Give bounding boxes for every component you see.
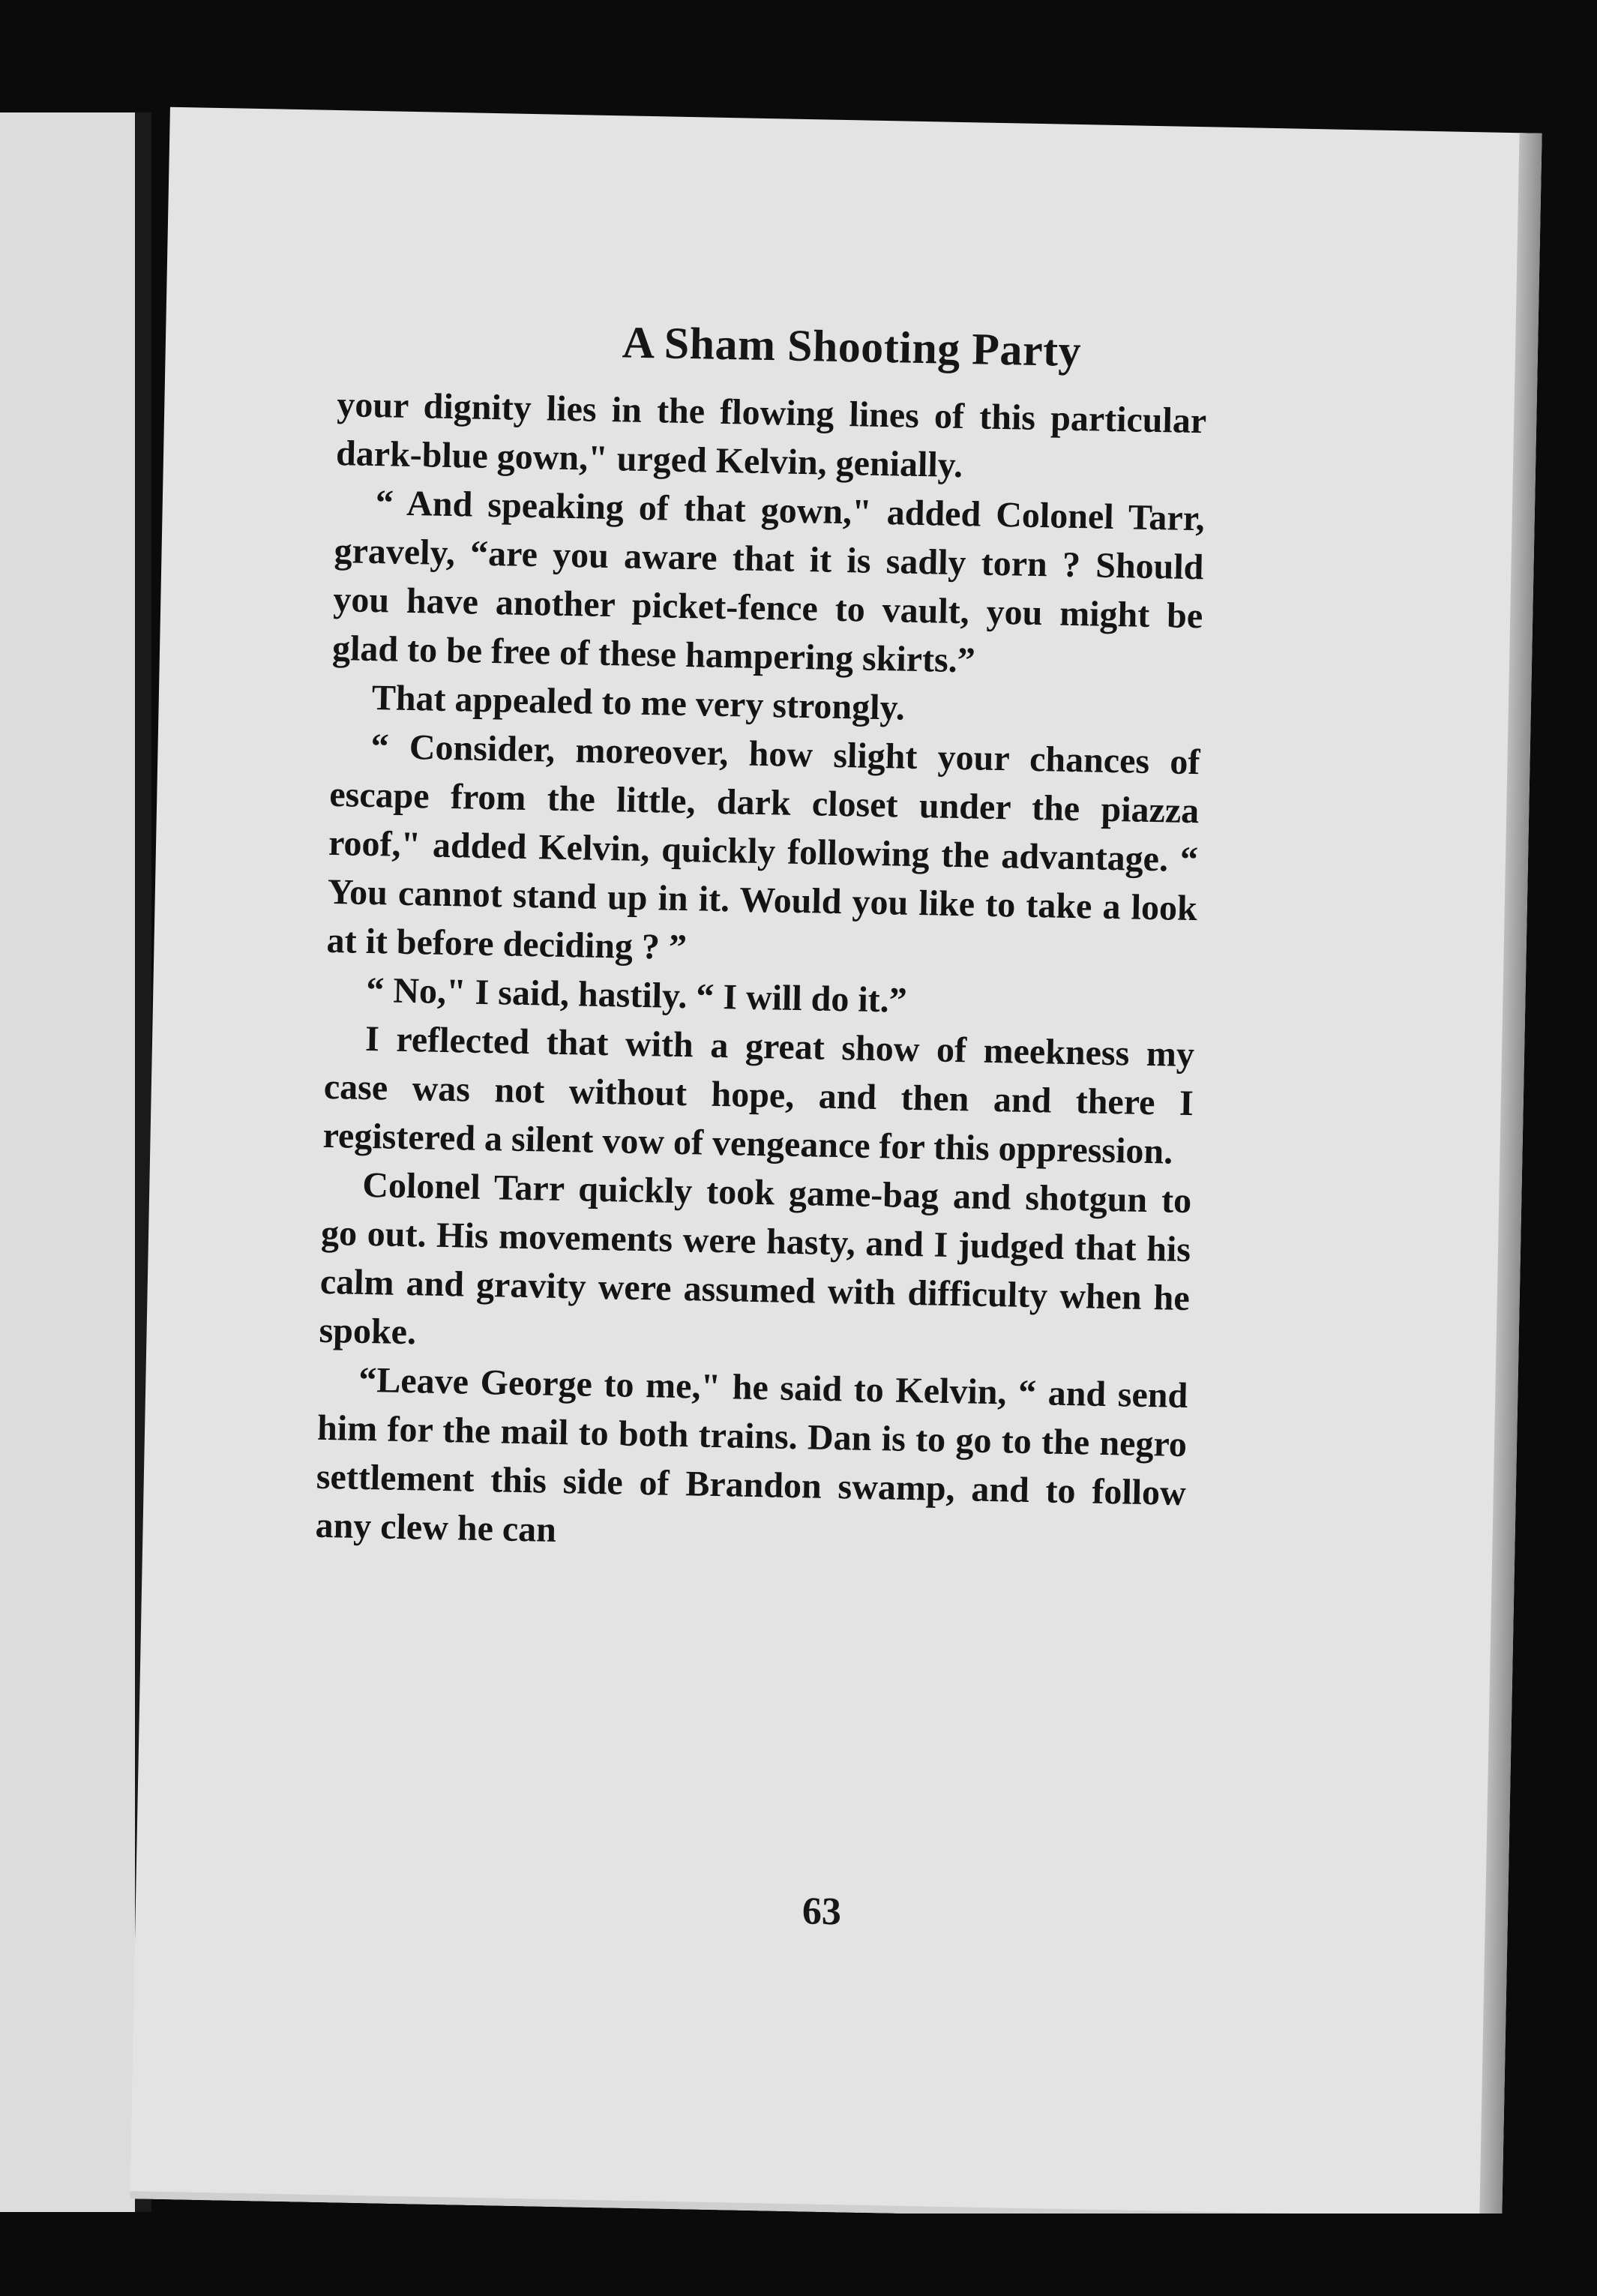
paragraph-5: “ No," I said, hastily. “ I will do it.” [365, 970, 908, 1021]
scan-bottom-border [0, 2214, 1597, 2296]
paragraph-8: “Leave George to me," he said to Kelvin, “ and send him for the mail to both trains. Dan is to go to the negro settlement this side of Brandon swamp, and to follow any clew he can [315, 1359, 1188, 1550]
facing-page-edge [0, 112, 139, 2212]
paragraph-4: “ Consider, moreover, how slight your chances of escape from the little, dark closet under the piazza roof," added Kelvin, quickly following the advantage. “ You cannot stand up in it. Would you like to take a look at it before deciding ? ” [326, 726, 1200, 968]
paragraph-3: That appealed to me very strongly. [371, 678, 906, 728]
paragraph-1: your dignity lies in the flowing lines of this particular dark-blue gown," urged Kelvin, genially. [335, 385, 1207, 486]
paragraph-7: Colonel Tarr quickly took game-bag and shotgun to go out. His movements were hasty, and I judged that his calm and gravity were assumed with difficulty when he spoke. [319, 1164, 1192, 1353]
paragraph-6: I reflected that with a great show of meekness my case was not without hope, and then and there I registered a silent vow of vengeance for this oppression. [322, 1018, 1195, 1172]
running-head: A Sham Shooting Party [622, 317, 1082, 376]
page-number: 63 [801, 1890, 842, 1934]
book-page [130, 107, 1542, 2226]
paragraph-2: “ And speaking of that gown," added Colonel Tarr, gravely, “are you aware that it is sadly torn ? Should you have another picket-fence to vault, you might be glad to be free of these hampering skirts.” [331, 483, 1206, 681]
body-text [315, 380, 1207, 1566]
